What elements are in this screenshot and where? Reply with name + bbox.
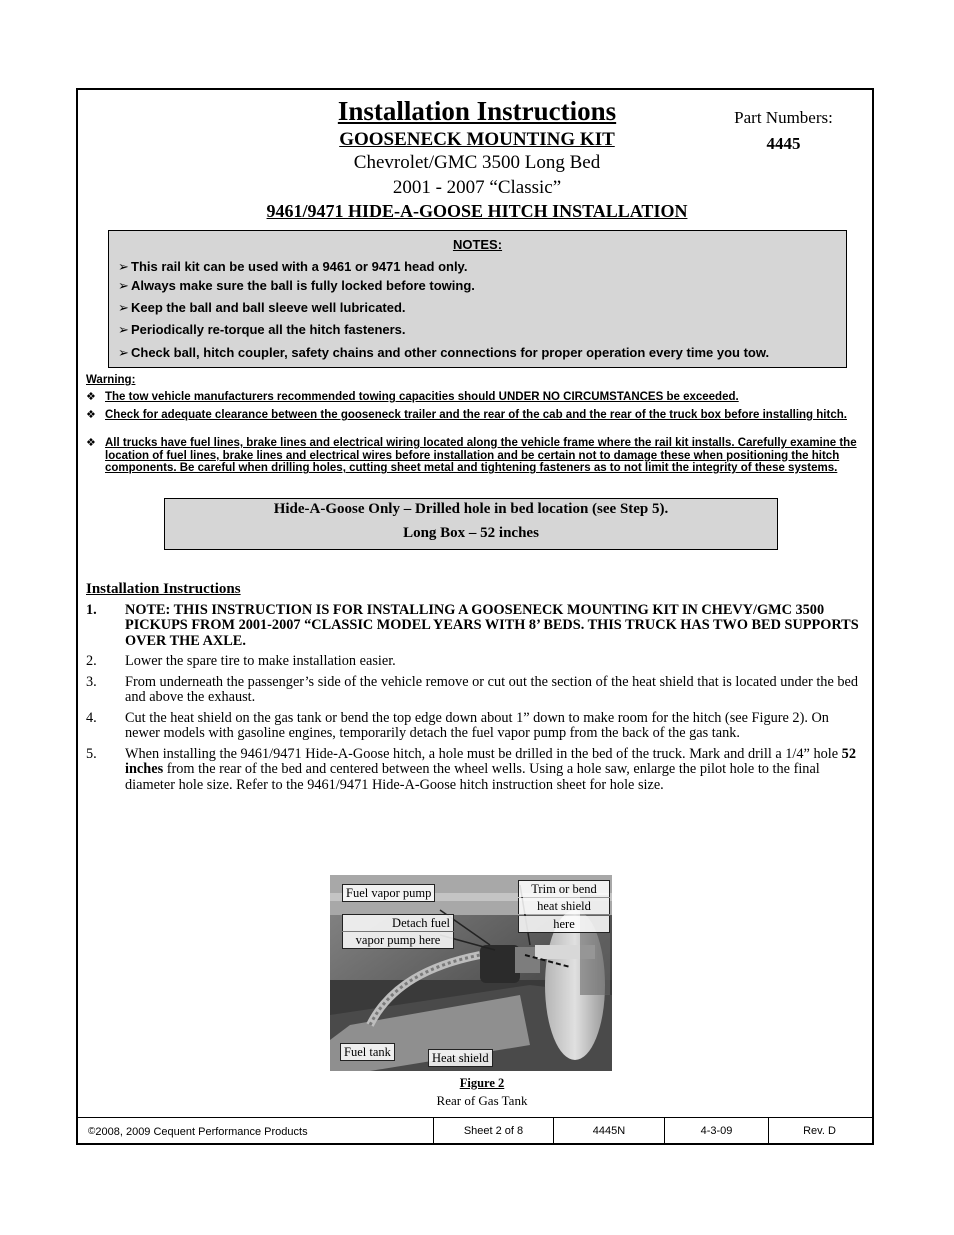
note-text: Check ball, hitch coupler, safety chains and other connections for proper operation every time you tow. xyxy=(131,345,770,360)
diamond-bullet-icon: ❖ xyxy=(86,409,96,421)
step-number: 3. xyxy=(86,674,97,690)
hitch-title: 9461/9471 HIDE-A-GOOSE HITCH INSTALLATION xyxy=(266,201,688,221)
footer-revision: Rev. D xyxy=(803,1125,836,1137)
diamond-bullet-icon: ❖ xyxy=(86,391,96,403)
instruction-step xyxy=(86,747,865,793)
notes-box xyxy=(108,230,847,368)
part-number: 4445 xyxy=(766,134,801,153)
warning-item xyxy=(86,409,873,422)
step-number: 1. xyxy=(86,602,97,618)
note-item xyxy=(118,259,467,275)
step-text: From underneath the passenger’s side of the vehicle remove or cut out the section of the heat shield that is located under the bed and above the exhaust. xyxy=(125,674,859,706)
notes-heading: NOTES: xyxy=(452,237,503,252)
note-text: Keep the ball and ball sleeve well lubricated. xyxy=(131,300,406,315)
footer-table xyxy=(76,1117,874,1145)
warning-item xyxy=(86,391,873,404)
figure-caption: Rear of Gas Tank xyxy=(436,1093,528,1108)
step-text: Cut the heat shield on the gas tank or bend the top edge down about 1” down to make room for the hitch (see Figure 2). On newer models with gasoline engines, temporarily detach the fuel vapor pump from the back of the gas tank. xyxy=(125,710,829,742)
step-text: Lower the spare tire to make installation easier. xyxy=(125,653,396,669)
page-title: Installation Instructions xyxy=(337,96,617,126)
warning-item xyxy=(86,437,873,475)
instruction-step xyxy=(86,654,865,669)
hide-a-goose-line: Hide-A-Goose Only – Drilled hole in bed location (see Step 5). xyxy=(273,501,669,517)
kit-subtitle: GOOSENECK MOUNTING KIT xyxy=(339,129,615,150)
note-item xyxy=(118,300,406,316)
callout-detach-line2: vapor pump here xyxy=(342,932,454,949)
note-text: Always make sure the ball is fully locked before towing. xyxy=(131,278,475,293)
long-box-line: Long Box – 52 inches xyxy=(403,525,539,541)
figure-label: Figure 2 xyxy=(459,1076,505,1090)
copyright-icon: © xyxy=(88,1126,96,1137)
hide-a-goose-box xyxy=(164,498,778,550)
vehicle-years: 2001 - 2007 “Classic” xyxy=(392,177,562,198)
step-text xyxy=(125,747,865,793)
instruction-step xyxy=(86,603,865,649)
step-text-emphasis: 52 inches xyxy=(125,746,856,778)
warning-heading: Warning: xyxy=(86,374,136,386)
step-text-part: When installing the 9461/9471 Hide-A-Goose hitch, a hole must be drilled in the bed of the truck. Mark and drill a 1/4” hole xyxy=(125,746,842,762)
diamond-bullet-icon: ❖ xyxy=(86,437,96,449)
arrow-bullet-icon: ➢ xyxy=(118,300,129,315)
callout-heat-shield: Heat shield xyxy=(428,1049,493,1067)
callout-trim-line1: Trim or bend xyxy=(518,880,610,897)
footer-date: 4-3-09 xyxy=(665,1118,769,1145)
vehicle-model: Chevrolet/GMC 3500 Long Bed xyxy=(353,152,601,173)
step-text: NOTE: THIS INSTRUCTION IS FOR INSTALLING A GOOSENECK MOUNTING KIT IN CHEVY/GMC 3500 PICKUPS FROM 2001-2007 “CLASSIC MODEL YEARS WITH 8’ BEDS. THIS TRUCK HAS TWO BED SUPPORTS OVER THE AXLE. xyxy=(125,602,859,649)
footer-copyright xyxy=(76,1118,434,1145)
gas-tank-photo xyxy=(330,875,612,1071)
instruction-step xyxy=(86,711,865,742)
warning-text: The tow vehicle manufacturers recommended towing capacities should UNDER NO CIRCUMSTANCES be exceeded. xyxy=(105,391,739,403)
warning-text: All trucks have fuel lines, brake lines and electrical wiring located along the vehicle frame where the rail kit installs. Carefully examine the location of fuel lines, brake lines and electrical wires before installation and be certain not to damage these when positioning the hitch components. Be careful when drilling holes, cutting sheet metal and tightening fasteners as to not limit the integrity of these systems. xyxy=(105,437,857,475)
warning-text: Check for adequate clearance between the gooseneck trailer and the rear of the cab and the rear of the truck box before installing hitch. xyxy=(105,409,847,421)
callout-fuel-vapor-pump: Fuel vapor pump xyxy=(342,884,435,902)
part-numbers-label: Part Numbers: xyxy=(734,108,833,127)
arrow-bullet-icon: ➢ xyxy=(118,278,129,293)
note-item xyxy=(118,322,406,338)
callout-trim-line2: heat shield xyxy=(518,898,610,914)
note-item xyxy=(118,345,769,361)
note-text: Periodically re-torque all the hitch fasteners. xyxy=(131,322,406,337)
footer-doc-number: 4445N xyxy=(554,1118,665,1145)
instruction-step xyxy=(86,675,865,706)
arrow-bullet-icon: ➢ xyxy=(118,345,129,360)
footer-sheet: Sheet 2 of 8 xyxy=(434,1118,554,1145)
callout-trim-line3: here xyxy=(518,916,610,933)
arrow-bullet-icon: ➢ xyxy=(118,259,129,274)
note-item xyxy=(118,278,475,294)
step-number: 4. xyxy=(86,710,97,726)
note-text: This rail kit can be used with a 9461 or 9471 head only. xyxy=(131,259,468,274)
callout-detach-line1: Detach fuel xyxy=(342,914,454,931)
step-number: 5. xyxy=(86,746,97,762)
callout-fuel-tank: Fuel tank xyxy=(340,1043,395,1061)
copyright-text: 2008, 2009 Cequent Performance Products xyxy=(95,1126,308,1138)
instructions-heading: Installation Instructions xyxy=(86,581,241,597)
step-number: 2. xyxy=(86,653,97,669)
arrow-bullet-icon: ➢ xyxy=(118,322,129,337)
step-text-part: from the rear of the bed and centered between the wheel wells. Using a hole saw, enlarge the pilot hole to the final diameter hole size. Refer to the 9461/9471 Hide-A-Goose hitch instruction sheet for hole size. xyxy=(125,761,820,793)
